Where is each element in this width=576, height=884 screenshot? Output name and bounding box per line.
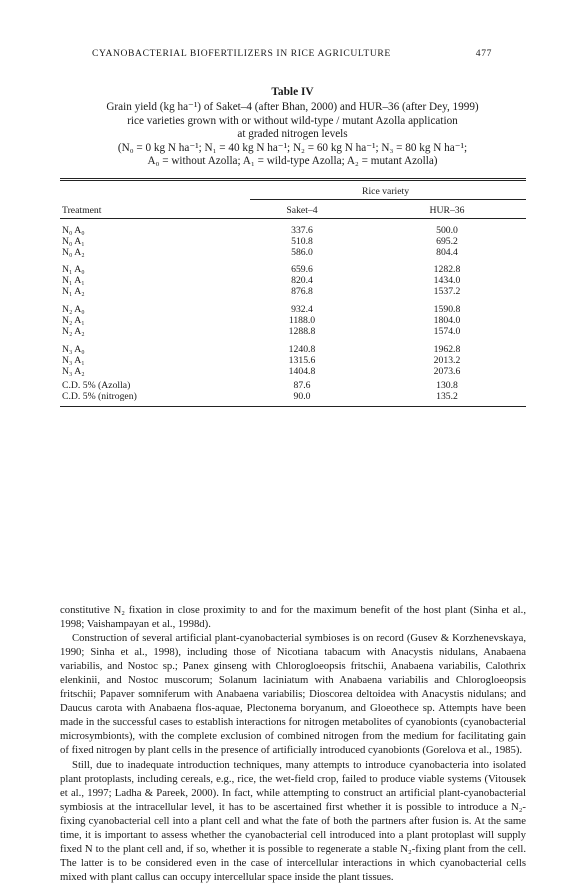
caption-line: A₀ = without Azolla; A₁ = wild-type Azolla; A₂ = mutant Azolla) <box>147 155 438 168</box>
table-top-rule <box>60 178 526 179</box>
table-row: N₁ A₁ 820.4 1434.0 <box>62 275 461 286</box>
table-bottom-rule <box>60 406 526 407</box>
table-row: N₁ A₂ 876.8 1537.2 <box>62 286 461 297</box>
table-caption <box>60 86 525 168</box>
caption-line: (N₀ = 0 kg N ha⁻¹; N₁ = 40 kg N ha⁻¹; N₂ = 60 kg N ha⁻¹; N₃ = 80 kg N ha⁻¹; <box>117 141 468 154</box>
table-row: C.D. 5% (nitrogen) 90.0 135.2 <box>62 391 458 402</box>
spanner-rule <box>250 199 526 200</box>
paragraph: Construction of several artificial plant-cyanobacterial symbioses is on record (Gusev & Korzhenevskaya, 1990; Sinha et al., 1998), including those of Nicotiana tabacum with Anacystis nidulans, Anabaena variabilis, and Nostoc sp.; Panex ginseng with Chlorogloeopsis fritschii, Anabaena variabilis, Calothrix elenkinii, and Nostoc muscorum; Solanum laciniatum with Anabaena variabilis and Chlorogloeopsis fritschii; Papaver somniferum with Anabaena variabilis; Dioscorea deltoidea with Anacystis nidulans; and Daucus carota with Anabaena flos-aquae, Plectonema boryanum, and Gloeothece sp. Attempts have been made in the successful cases to establish interactions for nitrogen metabolites of cyanobionts (cyanobacterial microsymbionts), with the complete exclusion of combined nitrogen from the medium for facilitating gain of fixed nitrogen by plant cells in the presence of artificially introduced cyanobionts (Gorelova et al., 1985). <box>60 632 526 757</box>
header-saket4: Saket–4 <box>286 205 318 216</box>
page-number: 477 <box>475 48 492 59</box>
table-row: N₀ A₂ 586.0 804.4 <box>62 247 458 258</box>
paragraph: Still, due to inadequate introduction techniques, many attempts to introduce cyanobacteria into isolated plant protoplasts, including cereals, e.g., rice, the wet-field crop, failed to produce viable systems (Vitousek et al., 1997; Ladha & Pareek, 2000). In fact, while attempting to construct an artificial plant-cyanobacterial symbiosis at the intracellular level, it has to be ascertained first whether it is possible to introduce a N₂-fixing cyanobacterial cell into a plant cell and what the fate of both the partners after fusion is. At the same time, it is important to assess whether the cyanobacterial cell introduced into a plant protoplast will supply fixed N to the plant cell and, if so, whether it is possible to regenerate a stable N₂-fixing plant from the cell. The latter is to be considered even in the case of intercellular interactions in which cyanobacterial cells mixed with plant callus can occupy intercellular space inside the plant tissues. <box>60 758 526 883</box>
table-top-rule-2 <box>60 180 526 181</box>
table-row: N₂ A₀ 932.4 1590.8 <box>62 304 461 315</box>
table-row: N₂ A₂ 1288.8 1574.0 <box>62 326 461 337</box>
table-row: N₀ A₁ 510.8 695.2 <box>62 236 458 247</box>
caption-line: at graded nitrogen levels <box>237 128 348 141</box>
paragraph: constitutive N₂ fixation in close proximity to and for the maximum benefit of the host plant (Sinha et al., 1998; Vaishampayan et al., 1998d). <box>60 604 526 631</box>
table-row: N₃ A₀ 1240.8 1962.8 <box>62 344 461 355</box>
caption-line: Grain yield (kg ha⁻¹) of Saket–4 (after Bhan, 2000) and HUR–36 (after Dey, 1999) <box>106 101 479 114</box>
table-row: N₂ A₁ 1188.0 1804.0 <box>62 315 461 326</box>
column-spanner: Rice variety <box>362 186 410 197</box>
table-row: C.D. 5% (Azolla) 87.6 130.8 <box>62 380 458 391</box>
running-head-title: CYANOBACTERIAL BIOFERTILIZERS IN RICE AGRICULTURE <box>92 48 391 59</box>
caption-line: rice varieties grown with or without wild-type / mutant Azolla application <box>127 114 458 127</box>
body-text <box>60 603 526 884</box>
table-row: N₃ A₂ 1404.8 2073.6 <box>62 366 461 377</box>
table-row: N₃ A₁ 1315.6 2013.2 <box>62 355 461 366</box>
header-hur36: HUR–36 <box>429 205 465 216</box>
header-rule <box>60 218 526 219</box>
header-treatment: Treatment <box>62 205 102 216</box>
running-head <box>92 48 492 59</box>
table-row: N₀ A₀ 337.6 500.0 <box>62 225 458 236</box>
table-row: N₁ A₀ 659.6 1282.8 <box>62 264 461 275</box>
table-number: Table IV <box>271 86 314 98</box>
